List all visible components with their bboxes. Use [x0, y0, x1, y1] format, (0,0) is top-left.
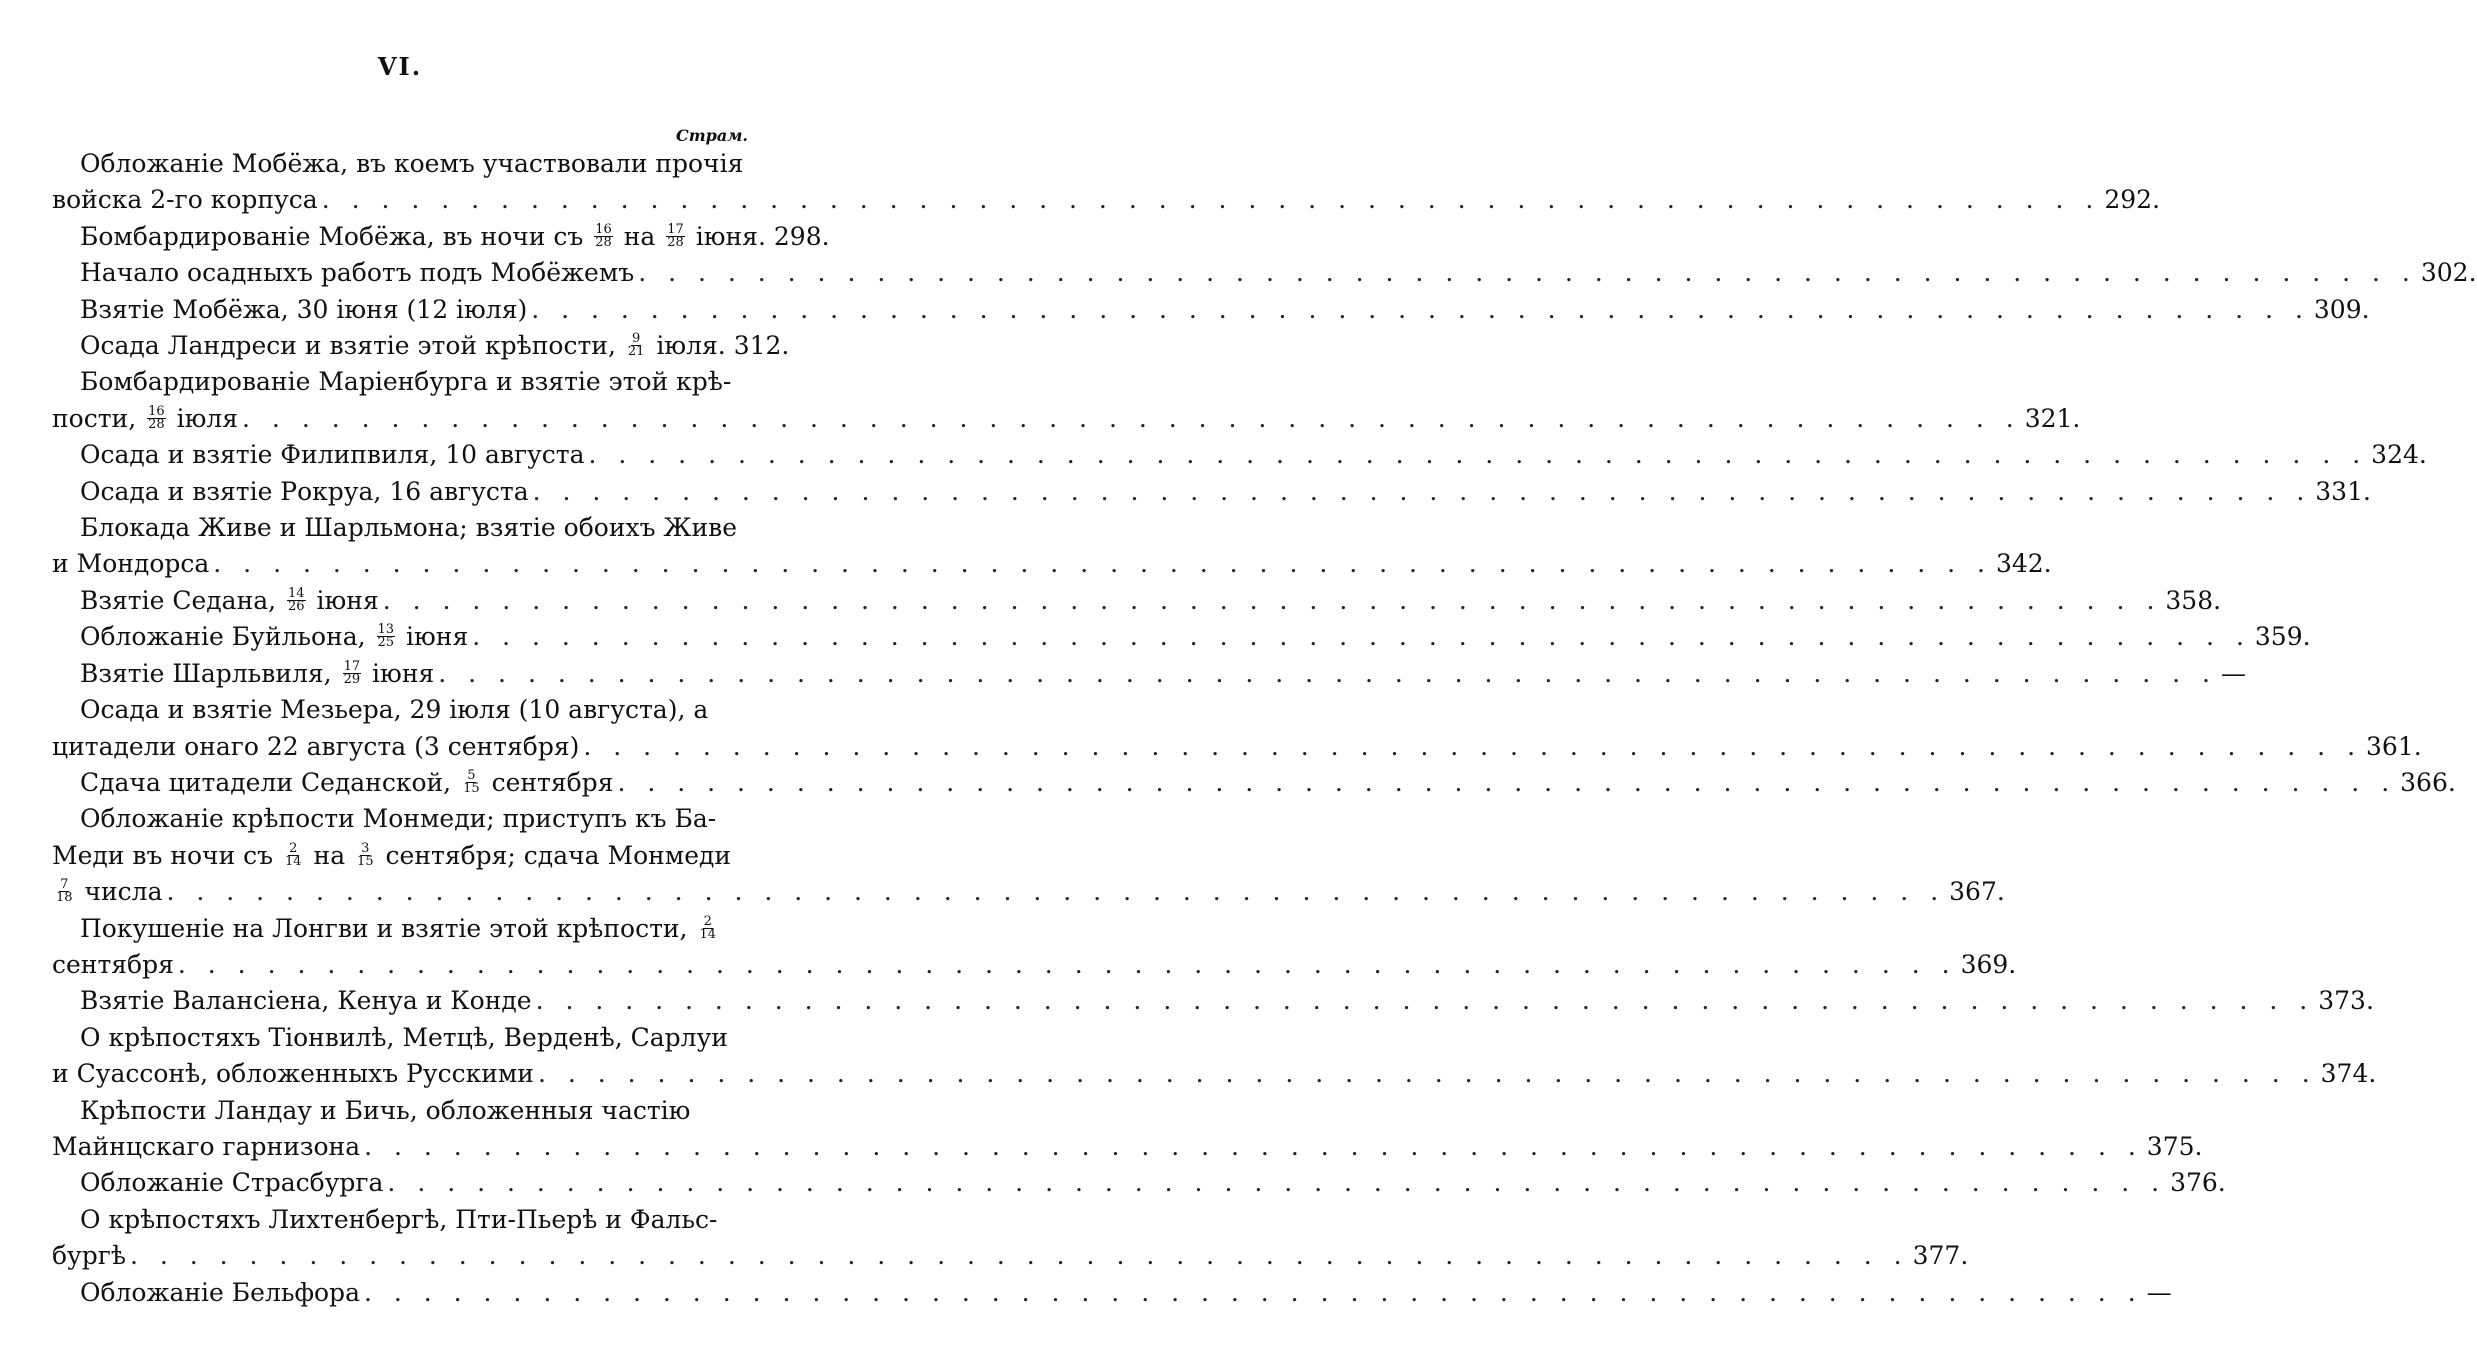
- toc-entry-line: [52, 1093, 748, 1129]
- table-of-contents: [52, 146, 2477, 1311]
- page-column-header: Страм.: [676, 126, 748, 145]
- toc-entry-title: бургѣ: [52, 1241, 126, 1271]
- dot-leader: . . . . . . . . . . . . . . . . . . . . . . . . . . . . . . . . . . . . . . . . . . . . . . . . . . . . . . . . . . . .: [387, 1168, 2167, 1198]
- toc-entry: [52, 1093, 2203, 1166]
- toc-entry-line: [52, 510, 748, 546]
- toc-page-number: 374.: [2320, 1059, 2377, 1089]
- toc-entry-title: Взятіе Валансіена, Кенуа и Конде: [80, 986, 532, 1016]
- date-fraction: $\frac{2}{14}$: [699, 913, 717, 942]
- dot-leader: . . . . . . . . . . . . . . . . . . . . . . . . . . . . . . . . . . . . . . . . . . . . . . . . . . . . . . . . . . . .: [382, 585, 2162, 615]
- toc-page-number: 331.: [2315, 476, 2371, 506]
- toc-entry: [52, 1275, 2172, 1311]
- toc-entry-title: Осада и взятіе Мезьера, 29 іюля (10 августа), а: [80, 695, 709, 725]
- toc-entry: [52, 364, 2081, 437]
- toc-page-number: 302.: [2420, 258, 2477, 288]
- toc-entry-line: [52, 1129, 2203, 1165]
- toc-entry-line: [52, 583, 2222, 619]
- toc-entry: [52, 510, 2052, 583]
- toc-entry-title: Взятіе Шарльвиля, $\frac{17}{29}$ іюня: [80, 658, 435, 688]
- toc-entry-line: [52, 546, 2052, 582]
- toc-page-number: 312.: [733, 331, 790, 361]
- toc-page-number: 361.: [2366, 731, 2422, 761]
- date-fraction: $\frac{16}{28}$: [148, 403, 165, 432]
- toc-page-number: 321.: [2024, 403, 2081, 433]
- toc-entry-line: [52, 1202, 748, 1238]
- toc-entry-line: [52, 947, 2017, 983]
- dot-leader: . . . . . . . . . . . . . . . . . . . . . . . . . . . . . . . . . . . . . . . . . . . . . . . . . . . . . . . . . . . .: [177, 949, 1957, 979]
- toc-entry: [52, 619, 2311, 655]
- toc-entry-title: Начало осадныхъ работъ подъ Мобёжемъ: [80, 258, 635, 288]
- toc-page-number: 342.: [1995, 549, 2052, 579]
- toc-entry: [52, 474, 2371, 510]
- toc-entry-line: [52, 182, 2161, 218]
- dot-leader: . . . . . . . . . . . . . . . . . . . . . . . . . . . . . . . . . . . . . . . . . . . . . . . . . . . . . . . . . . . .: [535, 986, 2315, 1016]
- toc-entry: [52, 255, 2477, 291]
- toc-entry-line: [52, 292, 2370, 328]
- toc-entry: [52, 146, 2161, 219]
- dot-leader: . . . . . . . . . . . . . . . . . . . . . . . . . . . . . . . . . . . . . . . . . . . . . . . . . . . . . . . . . . . .: [532, 476, 2312, 506]
- dot-leader: . . . . . . . . . . . . . . . . . . . . . . . . . . . . . . . . . . . . . . . . . . . . . . . . . . . . . . . . . . . .: [583, 731, 2363, 761]
- toc-entry-line: [52, 1165, 2226, 1201]
- toc-page-number: 369.: [1960, 949, 2017, 979]
- toc-entry-line: [52, 656, 2246, 692]
- toc-page-number: 373.: [2318, 986, 2374, 1016]
- toc-entry-line: [52, 255, 2477, 291]
- toc-entry-title: Сдача цитадели Седанской, $\frac{5}{15}$ сентября: [80, 767, 614, 797]
- toc-entry-title: Покушеніе на Лонгви и взятіе этой крѣпости, $\frac{2}{14}$: [80, 913, 717, 943]
- dot-leader: . . . . . . . . . . . . . . . . . . . . . . . . . . . . . . . . . . . . . . . . . . . . . . . . . . . . . . . . . . . .: [537, 1059, 2317, 1089]
- toc-entry-line: [52, 474, 2371, 510]
- toc-entry-line: [52, 364, 748, 400]
- date-fraction: $\frac{2}{14}$: [285, 840, 302, 869]
- toc-entry-title: Обложаніе крѣпости Монмеди; приступъ къ Ба-: [80, 804, 717, 834]
- toc-entry: [52, 583, 2222, 619]
- toc-entry-line: [52, 219, 830, 255]
- toc-entry-title: Обложаніе Страсбурга: [80, 1168, 384, 1198]
- toc-page-number: 298.: [773, 221, 830, 251]
- toc-entry-title: Обложаніе Бельфора: [80, 1277, 360, 1307]
- dot-leader: . . . . . . . . . . . . . . . . . . . . . . . . . . . . . . . . . . . . . . . . . . . . . . . . . . . . . . . . . . . .: [213, 549, 1992, 579]
- toc-entry-title: $\frac{7}{18}$ числа: [56, 877, 163, 907]
- toc-entry-title: О крѣпостяхъ Тіонвилѣ, Метцѣ, Верденѣ, Сарлуи: [80, 1022, 728, 1052]
- toc-entry: [52, 911, 2017, 984]
- toc-entry-line: [52, 146, 748, 182]
- date-fraction: $\frac{9}{21}$: [627, 331, 645, 360]
- date-fraction: $\frac{5}{15}$: [463, 767, 480, 796]
- toc-entry-line: [52, 328, 790, 364]
- toc-entry: [52, 292, 2370, 328]
- toc-entry-title: Обложаніе Буйльона, $\frac{13}{25}$ іюня: [80, 622, 469, 652]
- toc-entry: [52, 1020, 2377, 1093]
- dot-leader: . . . . . . . . . . . . . . . . . . . . . . . . . . . . . . . . . . . . . . . . . . . . . . . . . . . . . . . . . . . .: [531, 294, 2310, 324]
- toc-entry-line: [52, 983, 2374, 1019]
- toc-entry-title: Крѣпости Ландау и Бичь, обложенныя частію: [80, 1095, 691, 1125]
- toc-entry: [52, 1202, 1969, 1275]
- toc-entry: [52, 437, 2427, 473]
- toc-entry-title: Бомбардированіе Мобёжа, въ ночи съ $\frac{16}{28}$ на $\frac{17}{28}$ іюня.: [80, 221, 766, 251]
- toc-page-number: 358.: [2165, 585, 2222, 615]
- toc-entry: [52, 328, 790, 364]
- toc-entry-line: [52, 437, 2427, 473]
- toc-entry-title: и Суассонѣ, обложенныхъ Русскими: [52, 1059, 534, 1089]
- toc-entry-title: Взятіе Седана, $\frac{14}{26}$ іюня: [80, 585, 379, 615]
- dot-leader: . . . . . . . . . . . . . . . . . . . . . . . . . . . . . . . . . . . . . . . . . . . . . . . . . . . . . . . . . . . .: [638, 258, 2417, 288]
- toc-entry-title: цитадели онаго 22 августа (3 сентября): [52, 731, 580, 761]
- toc-entry-title: пости, $\frac{16}{28}$ іюля: [52, 403, 239, 433]
- toc-entry-title: и Мондорса: [52, 549, 210, 579]
- date-fraction: $\frac{14}{26}$: [288, 585, 305, 614]
- dot-leader: . . . . . . . . . . . . . . . . . . . . . . . . . . . . . . . . . . . . . . . . . . . . . . . . . . . . . . . . . . . .: [588, 440, 2368, 470]
- toc-page-number: 367.: [1949, 877, 2005, 907]
- toc-entry: [52, 219, 830, 255]
- dot-leader: . . . . . . . . . . . . . . . . . . . . . . . . . . . . . . . . . . . . . . . . . . . . . . . . . . . . . . . . . . . .: [321, 185, 2101, 215]
- dot-leader: . . . . . . . . . . . . . . . . . . . . . . . . . . . . . . . . . . . . . . . . . . . . . . . . . . . . . . . . . . . .: [242, 403, 2021, 433]
- toc-entry-title: Меди въ ночи съ $\frac{2}{14}$ на $\frac{3}{15}$ сентября; сдача Монмеди: [52, 840, 732, 870]
- date-fraction: $\frac{16}{28}$: [595, 221, 612, 250]
- dot-leader: . . . . . . . . . . . . . . . . . . . . . . . . . . . . . . . . . . . . . . . . . . . . . . . . . . . . . . . . . . . .: [129, 1241, 1909, 1271]
- toc-entry-line: [52, 619, 2311, 655]
- toc-page-number: —: [2220, 658, 2246, 688]
- toc-entry-title: Бомбардированіе Маріенбурга и взятіе этой крѣ-: [80, 367, 732, 397]
- toc-entry-line: [52, 1056, 2377, 1092]
- toc-entry-line: [52, 874, 2005, 910]
- toc-entry-line: [52, 692, 748, 728]
- toc-entry-title: Взятіе Мобёжа, 30 іюня (12 іюля): [80, 294, 528, 324]
- toc-page-number: 376.: [2170, 1168, 2226, 1198]
- date-fraction: $\frac{13}{25}$: [377, 622, 395, 651]
- toc-entry-line: [52, 729, 2422, 765]
- dot-leader: . . . . . . . . . . . . . . . . . . . . . . . . . . . . . . . . . . . . . . . . . . . . . . . . . . . . . . . . . . . .: [472, 622, 2251, 652]
- toc-entry-line: [52, 801, 748, 837]
- toc-page-number: 375.: [2146, 1131, 2203, 1161]
- toc-page-number: 366.: [2400, 767, 2456, 797]
- toc-entry-line: [52, 838, 748, 874]
- dot-leader: . . . . . . . . . . . . . . . . . . . . . . . . . . . . . . . . . . . . . . . . . . . . . . . . . . . . . . . . . . . .: [364, 1131, 2143, 1161]
- toc-entry: [52, 801, 2005, 910]
- toc-entry-line: [52, 765, 2456, 801]
- dot-leader: . . . . . . . . . . . . . . . . . . . . . . . . . . . . . . . . . . . . . . . . . . . . . . . . . . . . . . . . . . . .: [166, 877, 1946, 907]
- toc-entry-title: Осада и взятіе Рокруа, 16 августа: [80, 476, 529, 506]
- toc-entry-line: [52, 1020, 748, 1056]
- toc-entry-line: [52, 911, 748, 947]
- toc-page-number: 359.: [2254, 622, 2311, 652]
- date-fraction: $\frac{17}{28}$: [667, 221, 684, 250]
- date-fraction: $\frac{17}{29}$: [343, 658, 361, 687]
- toc-page-number: 292.: [2104, 185, 2161, 215]
- toc-entry: [52, 983, 2374, 1019]
- toc-entry: [52, 656, 2246, 692]
- toc-entry: [52, 765, 2456, 801]
- toc-page-number: 377.: [1912, 1241, 1969, 1271]
- dot-leader: . . . . . . . . . . . . . . . . . . . . . . . . . . . . . . . . . . . . . . . . . . . . . . . . . . . . . . . . . . . .: [363, 1277, 2143, 1307]
- toc-entry-title: войска 2-го корпуса: [52, 185, 318, 215]
- toc-entry-line: [52, 1238, 1969, 1274]
- toc-entry-title: Блокада Живе и Шарльмона; взятіе обоихъ Живе: [80, 513, 738, 543]
- date-fraction: $\frac{3}{15}$: [357, 840, 374, 869]
- toc-entry-line: [52, 401, 2081, 437]
- toc-page-number: 309.: [2313, 294, 2370, 324]
- toc-entry-line: [52, 1275, 2172, 1311]
- toc-entry-title: Майнцскаго гарнизона: [52, 1131, 361, 1161]
- toc-entry-title: Осада Ландреси и взятіе этой крѣпости, $\frac{9}{21}$ іюля.: [80, 331, 726, 361]
- toc-page-number: 324.: [2371, 440, 2427, 470]
- toc-entry-title: Обложаніе Мобёжа, въ коемъ участвовали прочія: [80, 149, 744, 178]
- date-fraction: $\frac{7}{18}$: [56, 877, 73, 906]
- toc-entry: [52, 1165, 2226, 1201]
- toc-entry-title: сентября: [52, 949, 174, 979]
- dot-leader: . . . . . . . . . . . . . . . . . . . . . . . . . . . . . . . . . . . . . . . . . . . . . . . . . . . . . . . . . . . .: [438, 658, 2217, 688]
- dot-leader: . . . . . . . . . . . . . . . . . . . . . . . . . . . . . . . . . . . . . . . . . . . . . . . . . . . . . . . . . . . .: [617, 767, 2397, 797]
- page-number: VI.: [377, 52, 423, 81]
- toc-page-number: —: [2146, 1277, 2172, 1307]
- toc-entry: [52, 692, 2422, 765]
- toc-entry-title: О крѣпостяхъ Лихтенбергѣ, Пти-Пьерѣ и Фальс-: [80, 1204, 718, 1234]
- toc-entry-title: Осада и взятіе Филипвиля, 10 августа: [80, 440, 585, 470]
